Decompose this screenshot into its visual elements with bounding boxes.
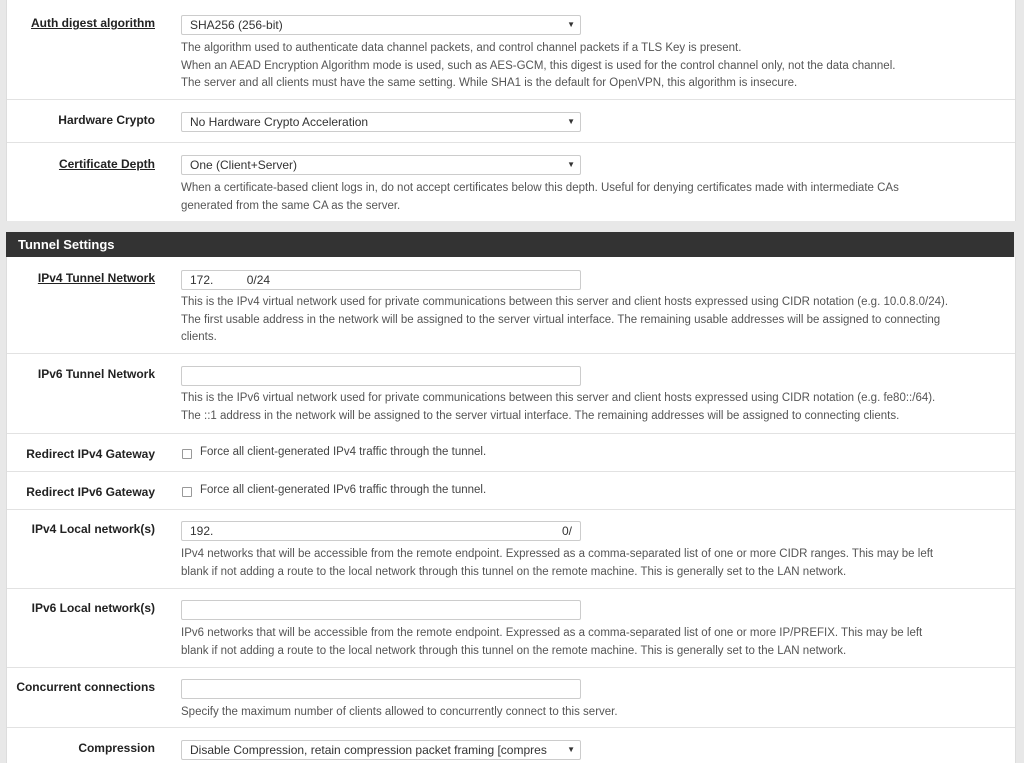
row-compression (7, 727, 1015, 763)
compression-select[interactable] (181, 740, 581, 760)
ipv4-local-networks-input[interactable] (181, 521, 581, 541)
ipv4-local-value-start: 192. (190, 524, 214, 538)
chevron-down-icon: ▼ (567, 160, 575, 169)
hardware-crypto-value: No Hardware Crypto Acceleration (190, 115, 369, 129)
help-line: The server and all clients must have the same setting. While SHA1 is the default for OpenVPN, this algorithm is insecure. (181, 77, 798, 89)
help-line: This is the IPv6 virtual network used for private communications between this server and client hosts expressed using CIDR notation (e.g. fe80::/64). (181, 392, 936, 404)
row-certificate-depth (7, 142, 1015, 221)
tunnel-settings-panel (6, 257, 1016, 763)
auth-digest-select[interactable] (181, 15, 581, 35)
compression-label: Compression (78, 741, 155, 755)
row-auth-digest (7, 0, 1015, 100)
help-line: This is the IPv4 virtual network used for private communications between this server and client hosts expressed using CIDR notation (e.g. 10.0.8.0/24). (181, 296, 949, 308)
ipv4-local-networks-label: IPv4 Local network(s) (31, 522, 155, 536)
concurrent-connections-help: Specify the maximum number of clients allowed to concurrently connect to this server. (181, 706, 618, 718)
ipv4-tunnel-network-label: IPv4 Tunnel Network (37, 271, 155, 285)
row-ipv6-local-networks (7, 588, 1015, 668)
help-line: clients. (181, 331, 217, 343)
redirect-ipv4-checkbox[interactable] (182, 449, 192, 459)
help-line: blank if not adding a route to the local network through this tunnel on the remote machine. This is generally set to the LAN network. (181, 644, 847, 657)
row-hardware-crypto (7, 99, 1015, 143)
row-redirect-ipv4-gateway (7, 433, 1015, 472)
hardware-crypto-label: Hardware Crypto (58, 113, 155, 127)
ipv4-tunnel-network-help (181, 294, 1011, 347)
help-line: IPv4 networks that will be accessible from the remote endpoint. Expressed as a comma-separated list of one or more CIDR ranges. This may be left (181, 548, 934, 560)
redirect-ipv6-text: Force all client-generated IPv6 traffic through the tunnel. (200, 484, 487, 496)
help-line: When an AEAD Encryption Algorithm mode is used, such as AES-GCM, this digest is used for the control channel only, not the data channel. (181, 59, 896, 72)
row-ipv4-tunnel-network (7, 257, 1015, 354)
chevron-down-icon: ▼ (567, 20, 575, 29)
ipv6-local-networks-input[interactable] (181, 600, 581, 620)
certificate-depth-select[interactable] (181, 155, 581, 175)
ipv6-local-networks-label: IPv6 Local network(s) (31, 601, 155, 615)
concurrent-connections-label: Concurrent connections (16, 680, 155, 694)
chevron-down-icon: ▼ (564, 741, 575, 759)
auth-digest-help (181, 40, 1011, 93)
ipv6-tunnel-network-label: IPv6 Tunnel Network (37, 367, 155, 381)
concurrent-connections-input[interactable] (181, 679, 581, 699)
tunnel-settings-header: Tunnel Settings (6, 232, 1014, 257)
ipv6-tunnel-network-help (181, 390, 1011, 425)
redirect-ipv6-checkbox[interactable] (182, 487, 192, 497)
ipv4-tunnel-network-input[interactable]: 172. 0/24 (181, 270, 581, 290)
redirect-ipv4-gateway-label: Redirect IPv4 Gateway (26, 447, 155, 461)
redirect-ipv4-text: Force all client-generated IPv4 traffic through the tunnel. (200, 446, 487, 458)
redirect-ipv6-gateway-label: Redirect IPv6 Gateway (26, 485, 155, 499)
ipv4-local-networks-help (181, 546, 1011, 581)
row-ipv4-local-networks (7, 509, 1015, 589)
help-line: IPv6 networks that will be accessible from the remote endpoint. Expressed as a comma-separated list of one or more IP/PREFIX. This may be left (181, 627, 923, 639)
ipv4-local-value-end: 0/ (561, 524, 572, 538)
help-line: The ::1 address in the network will be assigned to the server virtual interface. The remaining addresses will be assigned to connecting clients. (181, 409, 900, 422)
certificate-depth-help (181, 180, 1011, 215)
row-ipv6-tunnel-network (7, 353, 1015, 434)
compression-value: Disable Compression, retain compression packet framing [compres (190, 743, 547, 757)
help-line: blank if not adding a route to the local network through this tunnel on the remote machine. This is generally set to the LAN network. (181, 565, 847, 578)
chevron-down-icon: ▼ (567, 117, 575, 126)
ipv6-tunnel-network-input[interactable] (181, 366, 581, 386)
help-line: The first usable address in the network will be assigned to the server virtual interface. The remaining usable addresses will be assigned to connecting (181, 313, 941, 326)
row-concurrent-connections (7, 667, 1015, 728)
auth-digest-label: Auth digest algorithm (31, 16, 155, 30)
help-line: When a certificate-based client logs in, do not accept certificates below this depth. Useful for denying certificates made with intermediate CAs (181, 182, 899, 194)
help-line: The algorithm used to authenticate data channel packets, and control channel packets if a TLS Key is present. (181, 42, 742, 54)
auth-digest-value: SHA256 (256-bit) (190, 18, 283, 32)
row-redirect-ipv6-gateway (7, 471, 1015, 510)
certificate-depth-value: One (Client+Server) (190, 158, 298, 172)
help-line: generated from the same CA as the server. (181, 199, 401, 212)
ipv6-local-networks-help (181, 625, 1011, 660)
crypto-settings-panel (6, 0, 1016, 221)
certificate-depth-label: Certificate Depth (58, 157, 155, 171)
hardware-crypto-select[interactable] (181, 112, 581, 132)
